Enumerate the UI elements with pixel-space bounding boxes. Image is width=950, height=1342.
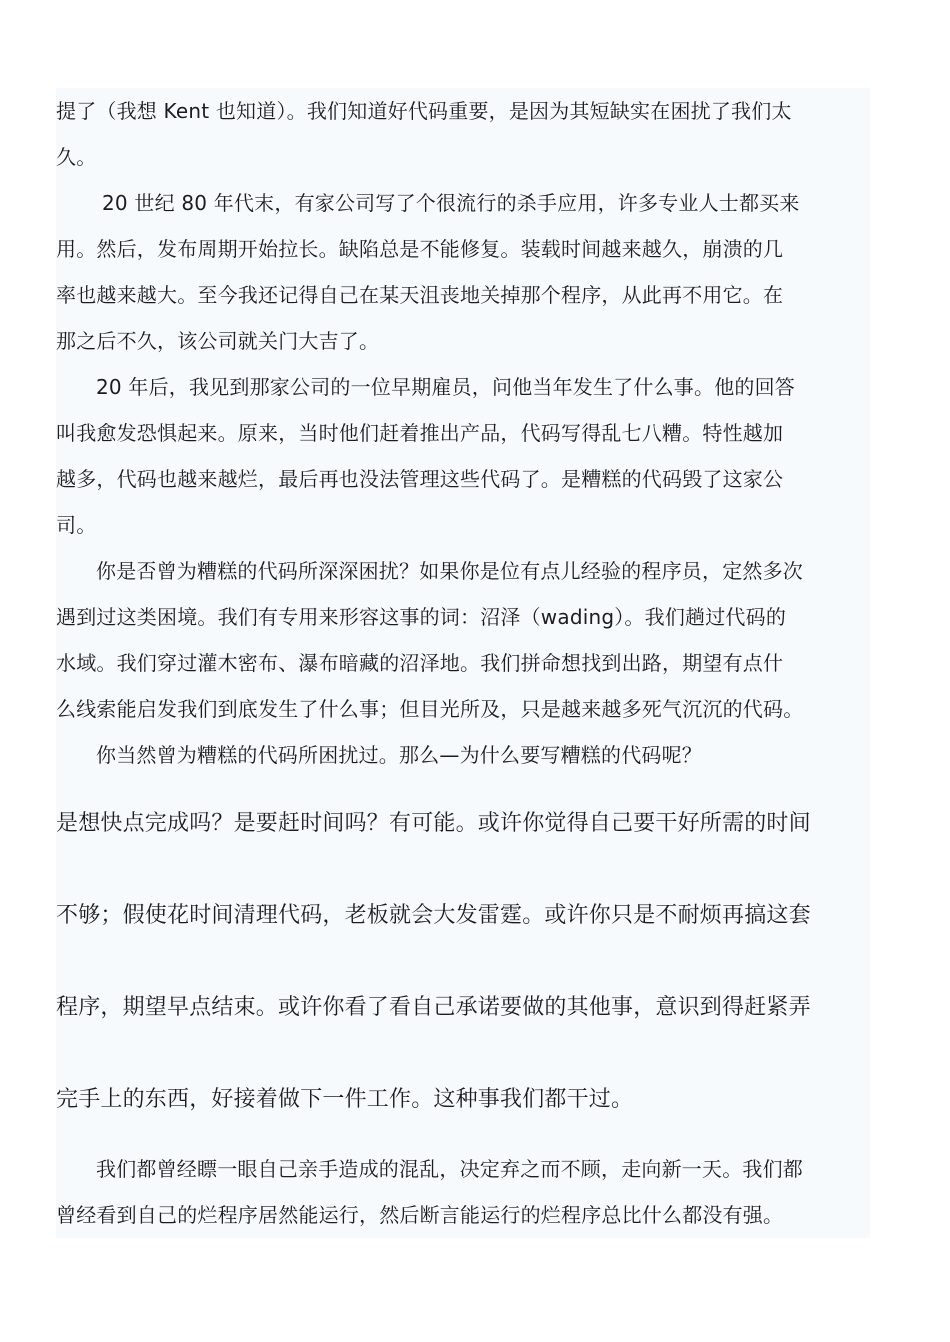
text-line: 曾经看到自己的烂程序居然能运行，然后断言能运行的烂程序总比什么都没有强。 bbox=[56, 1203, 784, 1227]
text-line: 提了（我想 Kent 也知道）。我们知道好代码重要，是因为其短缺实在困扰了我们太 bbox=[56, 99, 792, 123]
paragraph-1 bbox=[56, 88, 870, 180]
paragraph-3 bbox=[56, 364, 870, 548]
text-line: 久。 bbox=[56, 145, 97, 169]
text-line: 是想快点完成吗？是要赶时间吗？有可能。或许你觉得自己要干好所需的时间 bbox=[56, 811, 811, 836]
paragraph-4 bbox=[56, 548, 870, 732]
text-line: 那之后不久，该公司就关门大吉了。 bbox=[56, 329, 380, 353]
text-line: 司。 bbox=[56, 513, 97, 537]
paragraph-6 bbox=[56, 778, 870, 1146]
text-line: 水域。我们穿过灌木密布、瀑布暗藏的沼泽地。我们拼命想找到出路，期望有点什 bbox=[56, 651, 784, 675]
paragraph-5 bbox=[56, 732, 870, 778]
text-line: 你当然曾为糟糕的代码所困扰过。那么—为什么要写糟糕的代码呢？ bbox=[96, 743, 702, 767]
text-line: 程序，期望早点结束。或许你看了看自己承诺要做的其他事，意识到得赶紧弄 bbox=[56, 995, 811, 1020]
text-line: 你是否曾为糟糕的代码所深深困扰？如果你是位有点儿经验的程序员，定然多次 bbox=[96, 559, 803, 583]
text-line: 叫我愈发恐惧起来。原来，当时他们赶着推出产品，代码写得乱七八糟。特性越加 bbox=[56, 421, 784, 445]
text-line: 么线索能启发我们到底发生了什么事；但目光所及，只是越来越多死气沉沉的代码。 bbox=[56, 697, 804, 721]
text-line: 20 世纪 80 年代末，有家公司写了个很流行的杀手应用，许多专业人士都买来 bbox=[102, 191, 800, 215]
text-line: 不够；假使花时间清理代码，老板就会大发雷霆。或许你只是不耐烦再搞这套 bbox=[56, 903, 811, 928]
text-line: 率也越来越大。至今我还记得自己在某天沮丧地关掉那个程序，从此再不用它。在 bbox=[56, 283, 784, 307]
text-line: 完手上的东西，好接着做下一件工作。这种事我们都干过。 bbox=[56, 1087, 634, 1112]
text-line: 20 年后，我见到那家公司的一位早期雇员，问他当年发生了什么事。他的回答 bbox=[96, 375, 796, 399]
text-line: 我们都曾经瞟一眼自己亲手造成的混乱，决定弃之而不顾，走向新一天。我们都 bbox=[96, 1157, 803, 1181]
paragraph-2 bbox=[56, 180, 870, 364]
text-line: 越多，代码也越来越烂，最后再也没法管理这些代码了。是糟糕的代码毁了这家公 bbox=[56, 467, 784, 491]
paragraph-7 bbox=[56, 1146, 870, 1238]
text-line: 遇到过这类困境。我们有专用来形容这事的词：沼泽（wading）。我们趟过代码的 bbox=[56, 605, 787, 629]
text-line: 用。然后，发布周期开始拉长。缺陷总是不能修复。装载时间越来越久，崩溃的几 bbox=[56, 237, 784, 261]
document-body bbox=[56, 88, 870, 1238]
